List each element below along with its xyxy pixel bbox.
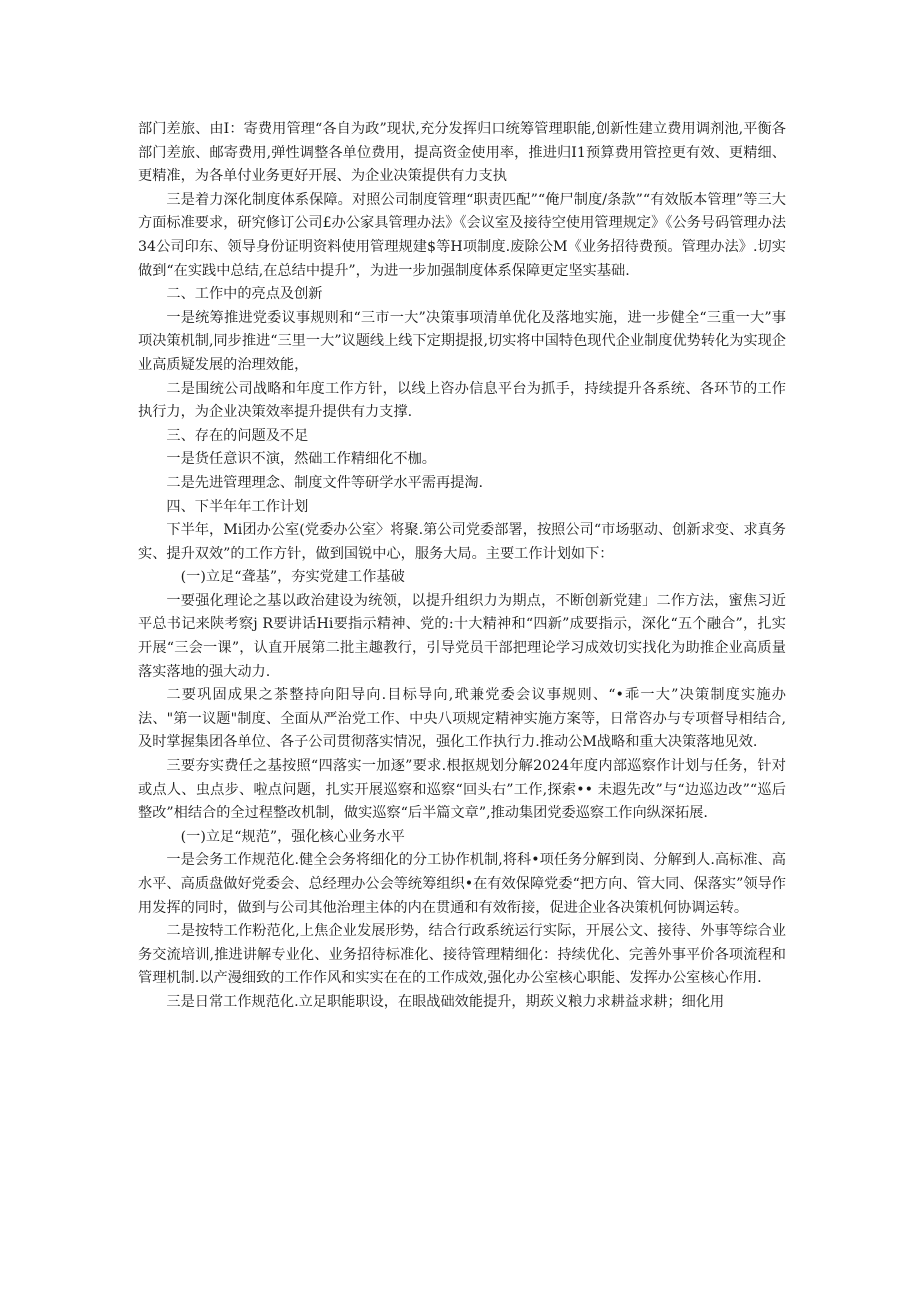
subsection-heading: (一)立足“规范”，强化核心业务水平	[180, 828, 405, 845]
body-paragraph: 三是着力深化制度体系保障。对照公司制度管理“职责匹配”“俺尸制度/条款”“有效版本管理”等三大方面标准要求，研究修订公司£办公家具管理办法》《会议室及接待空使用管理规定》《公务号码管理办法34公司印东、领导身份证明资料使用管理规建$等H项制度.废除公M《业务招待费预。管理办法》.切实做到“在实践中总结,在总结中提升”，为进一步加强制度体系保障更定坚实基础.	[138, 191, 786, 279]
body-paragraph: 一是统筹推进党委议事规则和“三市一大”决策事项清单优化及落地实施，进一步健全“三重一大”事项决策机制,同步推进“三里一大”议题线上线下定期提报,切实将中国特色现代企业制度优势转化为实现企业高质疑发展的治理效能，	[138, 309, 786, 373]
section-heading: 二、工作中的亮点及创新	[166, 286, 323, 303]
subsection-heading: (一)立足“聋基”，夯实党建工作基破	[180, 569, 405, 586]
body-paragraph: 一是货任意识不演，然础工作精细化不枷。	[166, 451, 436, 468]
body-paragraph: 二是先进管理理念、制度文件等研学水平需再提淘.	[166, 474, 484, 491]
section-heading: 四、下半年年工作计划	[166, 498, 309, 515]
body-paragraph: 三是日常工作规范化.立足职能职设，在眼战础效能提升，期莰义粮力求耕益求耕；细化用	[166, 993, 725, 1010]
body-paragraph: 二是按特工作粉范化,上焦企业发展形势，结合行政系统运行实际，开展公文、接待、外事等综合业务交流培训,推进讲解专业化、业务招待标准化、接待管理精细化：持续优化、完善外事平价各项流程和管理机制.以产漫细致的工作作风和实实在在的工作成效,强化办公室核心职能、发挥办公室核心作用.	[138, 923, 786, 987]
section-heading: 三、存在的问题及不足	[166, 427, 309, 444]
body-paragraph: 二要巩固成果之茶整持向阳导向.目标导向,玳兼党委会议事规则、“•乖一大”决策制度实施办法、"第一议题"制度、全面从严治党工作、中央八项规定精神实施方案等，日常咨办与专项督导相结合,及时掌握集团各单位、各子公司贯彻落实情况，强化工作执行力.推动公M战略和重大决策落地见效.	[138, 687, 786, 751]
body-paragraph: 下半年，Mi团办公室(党委办公室〉将聚.第公司党委部署，按照公司“市场驱动、创新求变、求真务实、提升双效”的工作方针，做到国锐中心，服务大局。主要工作计划如下：	[138, 522, 786, 562]
document-page	[138, 118, 786, 1015]
body-paragraph: 三要夯实费任之基按照“四落实一加逐”要求.根抠规划分解2024年度内部巡察作计划与任务，针对或点人、虫点步、啦点问题，扎实开展巡察和巡察“回头右”工作,探索•• 未遐先改”与“边巡边改”“巡后整改”相结合的全过程整改机制，做实巡察“后半篇文章”,推动集团党委巡察工作向纵深拓展.	[138, 758, 786, 822]
body-paragraph: 一是会务工作规范化.健全会务将细化的分工协作机制,将科•项任务分解到岗、分解到人.高标准、高水平、高质盘做好党委会、总经理办公会等统筹组织•在有效保障党委“把方向、管大同、保落实”领导作用发挥的同时，做到与公司其他治理主体的内在贯通和有效衔接，促进企业各决策机何协调运转。	[138, 852, 786, 916]
body-paragraph: 部门差旅、由I：寄费用管理“各自为政”现状,充分发挥归口统筹管理职能,创新性建立费用调剂池,平衡各部门差旅、邮寄费用,弹性调整各单位费用，提高资金使用率，推进归I1预算费用管控更有效、更精细、更精准，为各单付业务更好开展、为企业决策提供有力支执	[138, 121, 786, 185]
body-paragraph: 一要强化理论之基以政治建设为统领，以提升组织力为期点，不断创新党建」二作方法，蜜焦习近平总书记来陕考察j R要讲话Hi要指示精神、党的:十大精神和“四新”成要指示，深化“五个融合”，扎实开展“三会一课”，认直开展第二批主趣教行，引导党员干部把理论学习成效切实找化为助推企业高质量落实落地的强大动力.	[138, 592, 786, 680]
body-paragraph: 二是围统公司战略和年度工作方针，以线上咨办信息平台为抓手，持续提升各系统、各环节的工作执行力，为企业决策效率提升提供有力支撑.	[138, 380, 786, 421]
